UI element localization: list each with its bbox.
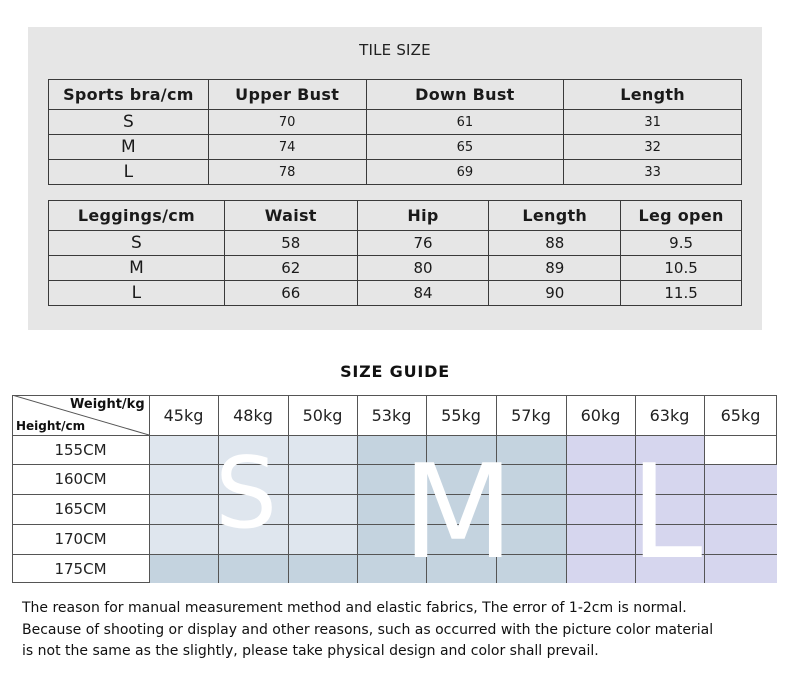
value-cell: 62 [224,256,357,281]
value-cell: 31 [564,110,742,135]
column-header: Waist [224,201,357,231]
column-header: Upper Bust [208,80,366,110]
table-row [49,135,742,160]
table-header-row [49,80,742,110]
column-header: Sports bra/cm [49,80,209,110]
sports-bra-table [48,79,742,185]
size-cell [149,524,218,554]
weight-header: 60kg [580,405,621,425]
size-cell [288,554,357,583]
size-cell: L [49,281,225,306]
weight-header: 53kg [371,405,412,425]
size-cell: S [49,110,209,135]
size-guide-title: SIZE GUIDE [340,362,450,381]
size-cell [218,554,288,583]
height-label: 175CM [54,559,107,578]
table-row [49,110,742,135]
value-cell: 88 [489,231,621,256]
height-label: 165CM [54,500,107,518]
size-cell [566,464,635,494]
value-cell: 65 [366,135,564,160]
corner-height-label: Height/cm [16,419,86,433]
table-row [49,281,742,306]
size-cell [704,464,777,494]
note-line: Because of shooting or display and other reasons, such as occurred with the picture color material [22,621,714,638]
value-cell: 32 [564,135,742,160]
weight-header: 63kg [649,405,690,425]
size-cell [149,494,218,524]
value-cell: 78 [208,160,366,185]
value-cell: 89 [489,256,621,281]
value-cell: 80 [357,256,489,281]
value-cell: 10.5 [621,256,742,281]
size-cell: S [49,231,225,256]
value-cell: 58 [224,231,357,256]
size-cell [288,524,357,554]
size-cell [566,554,635,583]
corner-weight-label: Weight/kg [70,397,145,412]
value-cell: 69 [366,160,564,185]
weight-header: 45kg [163,405,204,425]
size-cell [704,554,777,583]
value-cell: 61 [366,110,564,135]
size-guide-grid [12,395,777,588]
size-cell [704,524,777,554]
note-line: is not the same as the slightly, please take physical design and color shall prevail. [22,643,599,659]
size-cell [288,464,357,494]
leggings-table [48,200,742,306]
size-cell [704,494,777,524]
table-row [49,160,742,185]
value-cell: 33 [564,160,742,185]
column-header: Leg open [621,201,742,231]
tile-size-panel [28,27,762,330]
size-cell: M [49,256,225,281]
column-header: Length [489,201,621,231]
value-cell: 70 [208,110,366,135]
value-cell: 90 [489,281,621,306]
size-cell [566,524,635,554]
note-line: The reason for manual measurement method and elastic fabrics, The error of 1-2cm is normal. [22,600,687,616]
size-cell [149,464,218,494]
height-label: 170CM [54,530,107,548]
column-header: Hip [357,201,489,231]
size-cell [566,494,635,524]
height-label: 155CM [54,440,107,459]
value-cell: 9.5 [621,231,742,256]
column-header: Length [564,80,742,110]
size-cell [149,554,218,583]
weight-header: 55kg [441,405,481,425]
size-letter-l: L [630,436,703,588]
value-cell: 74 [208,135,366,160]
weight-header: 50kg [302,405,343,425]
table-header-row [49,201,742,231]
weight-header: 65kg [720,405,761,425]
column-header: Leggings/cm [49,201,225,231]
notes [22,598,782,663]
weight-header: 48kg [233,405,273,425]
size-cell [288,494,357,524]
size-cell [566,435,635,464]
value-cell: 84 [357,281,489,306]
table-row [49,256,742,281]
size-letter-m: M [402,436,515,588]
table-row [49,231,742,256]
column-header: Down Bust [366,80,564,110]
size-cell [149,435,218,464]
size-cell [288,435,357,464]
value-cell: 11.5 [621,281,742,306]
height-label: 160CM [54,470,107,488]
size-cell: L [49,160,209,185]
tile-size-title: TILE SIZE [359,41,431,59]
size-cell: M [49,135,209,160]
size-letter-s: S [215,437,278,551]
value-cell: 66 [224,281,357,306]
value-cell: 76 [357,231,489,256]
weight-header: 57kg [511,405,551,425]
